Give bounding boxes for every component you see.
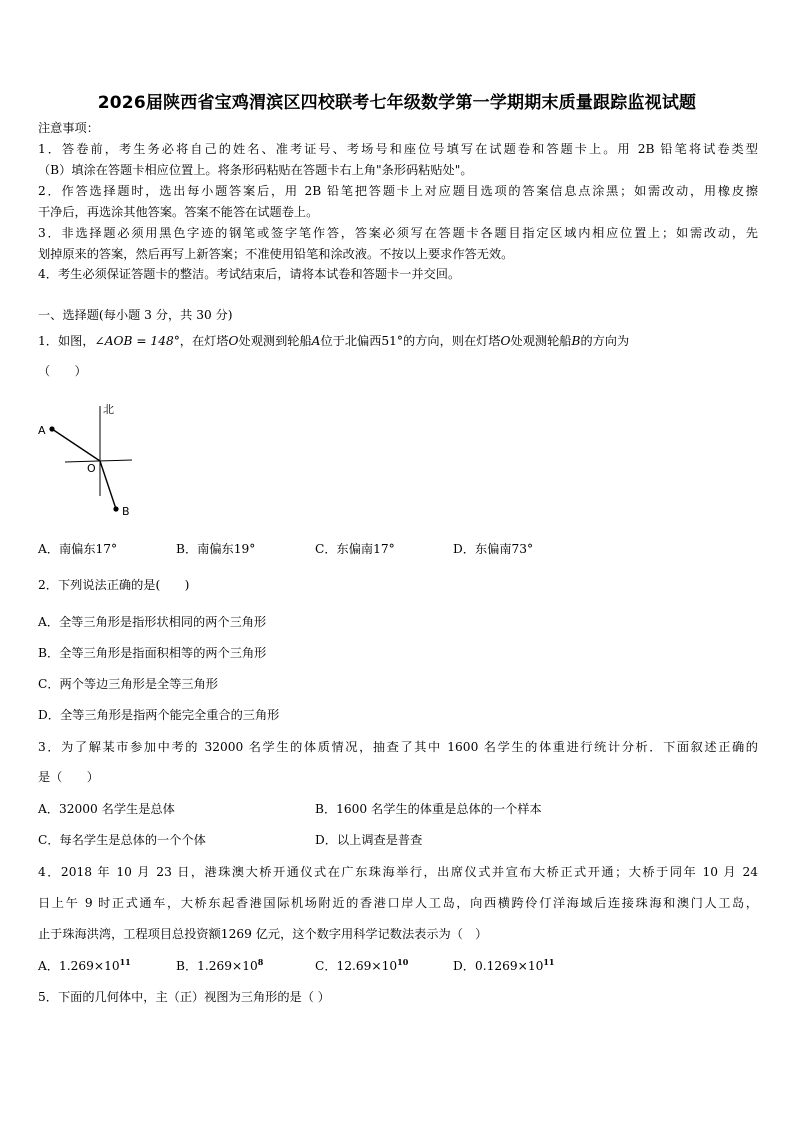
point-b-dot [113,506,118,511]
q4-option-d-base: D．0.1269×10 [453,959,544,973]
q3-option-d[interactable]: D．以上调查是普查 [315,833,423,847]
q4-option-c-base: C．12.69×10 [315,959,398,973]
north-label: 北 [103,403,114,416]
q1-option-c[interactable]: C．东偏南17° [315,542,395,556]
notice-item-2a: 2．作答选择题时，选出每小题答案后，用 2B 铅笔把答题卡上对应题目选项的答案信息点涂黑；如需改动，用橡皮擦 [38,184,758,198]
label-a: A [38,424,46,437]
question-4-stem-line3: 止于珠海洪湾，工程项目总投资额1269 亿元，这个数字用科学记数法表示为（ ） [38,927,488,941]
q1-point-b: B [571,334,581,348]
q1-text: 的方向，则在灯塔 [403,334,501,348]
q2-option-b[interactable]: B．全等三角形是指面积相等的两个三角形 [38,646,267,660]
q4-option-b[interactable] [176,958,263,975]
point-a-dot [49,426,54,431]
label-o: O [87,462,96,475]
q4-option-d-exponent: 11 [543,957,555,967]
q1-text: 处观测轮船 [510,334,572,348]
notice-item-2b: 干净后，再选涂其他答案。答案不能答在试题卷上。 [38,205,319,219]
question-3-stem-line1: 3．为了解某市参加中考的 32000 名学生的体质情况，抽查了其中 1600 名学生的体重进行统计分析．下面叙述正确的 [38,740,758,754]
notice-item-4: 4．考生必须保证答题卡的整洁。考试结束后，请将本试卷和答题卡一并交回。 [38,267,461,281]
notice-item-3a: 3．非选择题必须用黑色字迹的钢笔或签字笔作答，答案必须写在答题卡各题目指定区域内相应位置上；如需改动，先 [38,226,758,240]
ray-oa [52,429,100,461]
label-b: B [122,505,130,518]
section-heading: 一、选择题(每小题 3 分，共 30 分) [38,308,233,322]
ray-ob [100,461,116,509]
notice-heading: 注意事项： [38,121,99,135]
q2-option-c[interactable]: C．两个等边三角形是全等三角形 [38,677,218,691]
q1-option-a[interactable]: A．南偏东17° [38,542,118,556]
q1-angle-value: 51° [381,334,404,348]
q4-option-a[interactable] [38,958,131,975]
q2-option-a[interactable]: A．全等三角形是指形状相同的两个三角形 [38,615,267,629]
q4-option-b-exponent: 8 [257,957,264,967]
q1-point-o: O [228,334,239,348]
question-2-stem: 2．下列说法正确的是( ) [38,578,190,592]
question-1-paren: （ ） [38,364,87,378]
notice-item-1b: （B）填涂在答题卡相应位置上。将条形码粘贴在答题卡右上角"条形码粘贴处"。 [38,163,473,177]
question-3-stem-line2: 是（ ） [38,770,99,784]
q1-point-a: A [311,334,321,348]
q1-text: ，在灯塔 [179,334,229,348]
q1-text: 1．如图， [38,334,95,348]
q1-text: 处观测到轮船 [238,334,312,348]
q1-text: 的方向为 [580,334,630,348]
q3-option-b[interactable]: B．1600 名学生的体重是总体的一个样本 [315,802,542,816]
q1-option-d[interactable]: D．东偏南73° [453,542,534,556]
question-1-stem [38,333,758,349]
notice-item-1a: 1．答卷前，考生务必将自己的姓名、准考证号、考场号和座位号填写在试题卷和答题卡上。用 2B 铅笔将试卷类型 [38,142,758,156]
q3-option-a[interactable]: A．32000 名学生是总体 [38,802,175,816]
q1-text: 位于北偏西 [320,334,382,348]
question-4-stem-line1: 4．2018 年 10 月 23 日，港珠澳大桥开通仪式在广东珠海举行，出席仪式并宣布大桥正式开通；大桥于同年 10 月 24 [38,865,758,879]
q1-option-b[interactable]: B．南偏东19° [176,542,256,556]
direction-figure [35,398,145,520]
q4-option-c[interactable] [315,958,408,975]
question-5-stem: 5．下面的几何体中，主（正）视图为三角形的是（ ） [38,990,330,1004]
q4-option-a-exponent: 11 [119,957,131,967]
q4-option-b-base: B．1.269×10 [176,959,258,973]
question-4-stem-line2: 日上午 9 时正式通车，大桥东起香港国际机场附近的香港口岸人工岛，向西横跨伶仃洋海域后连接珠海和澳门人工岛， [38,896,758,910]
q3-option-c[interactable]: C．每名学生是总体的一个个体 [38,833,206,847]
notice-item-3b: 划掉原来的答案，然后再写上新答案；不准使用铅笔和涂改液。不按以上要求作答无效。 [38,247,514,261]
q2-option-d[interactable]: D．全等三角形是指两个能完全重合的三角形 [38,708,280,722]
exam-title: 2026届陕西省宝鸡渭滨区四校联考七年级数学第一学期期末质量跟踪监视试题 [97,93,697,113]
q1-angle-expr: ∠AOB = 148° [94,334,180,348]
q1-point-o: O [500,334,511,348]
q4-option-c-exponent: 10 [397,957,409,967]
q4-option-d[interactable] [453,958,554,975]
q4-option-a-base: A．1.269×10 [38,959,120,973]
